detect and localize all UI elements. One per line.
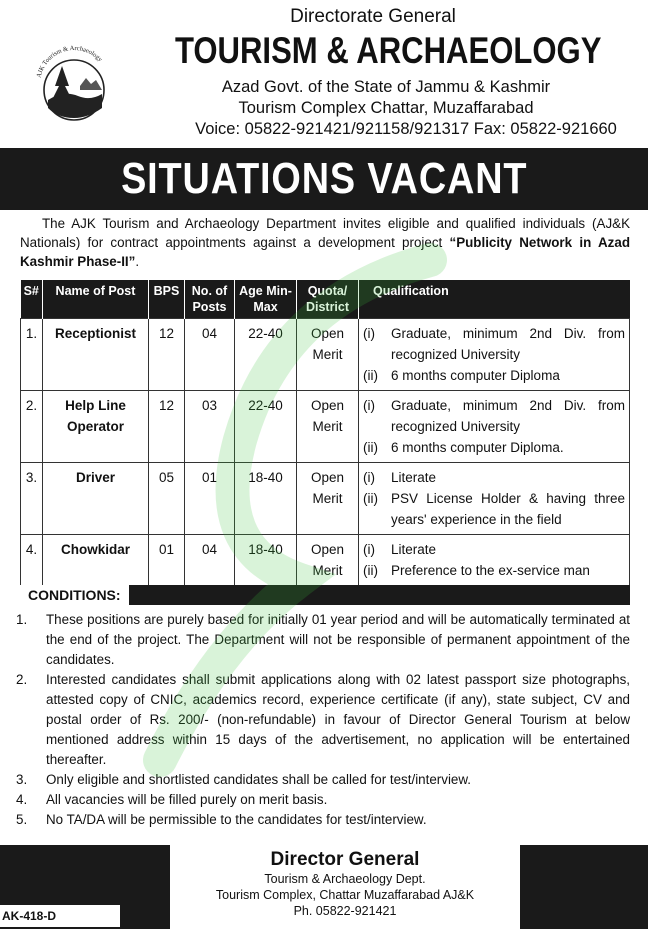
banner-text: SITUATIONS VACANT <box>120 154 528 203</box>
cell-qualification <box>359 391 630 463</box>
qualification-text: Graduate, minimum 2nd Div. from recognized University <box>391 398 625 434</box>
condition-text: No TA/DA will be permissible to the candidates for test/interview. <box>46 812 427 827</box>
condition-number: 4. <box>16 792 28 807</box>
signatory-phone: Ph. 05822-921421 <box>293 904 397 918</box>
table-row <box>21 319 630 391</box>
header-bps: BPS <box>149 280 185 319</box>
signatory-title: Director General <box>270 849 420 870</box>
intro-paragraph <box>20 214 630 271</box>
signature-block <box>170 845 520 929</box>
cell-quota: Open Merit <box>297 535 359 586</box>
cell-post: Receptionist <box>43 319 149 391</box>
qualification-number: (i) <box>363 542 375 557</box>
qualification-number: (ii) <box>363 440 378 455</box>
intro-end: . <box>135 254 140 269</box>
vacancies-table <box>20 280 630 586</box>
qualification-item <box>363 560 625 581</box>
cell-bps: 12 <box>149 391 185 463</box>
address-line: Tourism Complex Chattar, Muzaffarabad <box>238 99 534 117</box>
cell-no-of-posts: 04 <box>185 319 235 391</box>
government-line: Azad Govt. of the State of Jammu & Kashmir <box>221 78 551 96</box>
header-qualification: Qualification <box>359 280 630 319</box>
qualification-number: (ii) <box>363 491 378 506</box>
cell-sn: 1. <box>21 319 43 391</box>
condition-text: These positions are purely based for initially 01 year period and will be automatically terminated at the end of the project. The Department will not be responsible of permanent appointment of the candidates. <box>46 612 630 667</box>
header-post: Name of Post <box>43 280 149 319</box>
cell-quota: Open Merit <box>297 391 359 463</box>
header-quota: Quota/ District <box>297 280 359 319</box>
cell-bps: 05 <box>149 463 185 535</box>
qualification-text: Literate <box>391 470 437 485</box>
cell-age: 22-40 <box>235 319 297 391</box>
cell-post: Driver <box>43 463 149 535</box>
table-row <box>21 535 630 586</box>
cell-sn: 3. <box>21 463 43 535</box>
cell-no-of-posts: 04 <box>185 535 235 586</box>
project-name: “Publicity Network in Azad Kashmir Phase-II” <box>20 235 630 269</box>
qualification-text: Literate <box>391 542 437 557</box>
conditions-heading: CONDITIONS: <box>20 585 129 605</box>
cell-age: 18-40 <box>235 463 297 535</box>
condition-item <box>16 790 630 810</box>
qualification-item <box>363 488 625 530</box>
signatory-address: Tourism Complex, Chattar Muzaffarabad AJ&K <box>215 888 475 902</box>
situations-vacant-banner <box>0 148 648 210</box>
cell-no-of-posts: 01 <box>185 463 235 535</box>
organization-name: TOURISM & ARCHAEOLOGY <box>174 30 602 71</box>
qualification-number: (ii) <box>363 368 378 383</box>
condition-number: 2. <box>16 672 28 687</box>
cell-no-of-posts: 03 <box>185 391 235 463</box>
cell-sn: 2. <box>21 391 43 463</box>
condition-number: 1. <box>16 612 28 627</box>
cell-qualification <box>359 319 630 391</box>
qualification-number: (ii) <box>363 563 378 578</box>
condition-item <box>16 670 630 770</box>
condition-text: Interested candidates shall submit applications along with 02 latest passport size photographs, attested copy of CNIC, academics record, experience certificate (if any), state subject, CV and postal order of Rs. 200/- (non-refundable) in favour of Director General Tourism at below mentioned address within 15 days of the advertisement, no application will be entertained thereafter. <box>46 672 630 767</box>
qualification-item <box>363 365 625 386</box>
qualification-number: (i) <box>363 470 375 485</box>
logo-arc-text: AJK Tourism & Archaeology <box>35 44 104 79</box>
qualification-item <box>363 437 625 458</box>
signatory-dept: Tourism & Archaeology Dept. <box>264 872 426 886</box>
cell-sn: 4. <box>21 535 43 586</box>
header-no-of-posts: No. of Posts <box>185 280 235 319</box>
cell-post: Help Line Operator <box>43 391 149 463</box>
qualification-item <box>363 539 625 560</box>
ad-header <box>0 0 648 150</box>
condition-text: Only eligible and shortlisted candidates shall be called for test/interview. <box>46 772 472 787</box>
table-row <box>21 391 630 463</box>
condition-number: 3. <box>16 772 28 787</box>
cell-bps: 12 <box>149 319 185 391</box>
qualification-item <box>363 395 625 437</box>
cell-quota: Open Merit <box>297 319 359 391</box>
contact-line: Voice: 05822-921421/921158/921317 Fax: 05822-921660 <box>195 120 617 138</box>
cell-bps: 01 <box>149 535 185 586</box>
qualification-text: Graduate, minimum 2nd Div. from recognized University <box>391 326 625 362</box>
conditions-heading-bar <box>20 585 630 605</box>
condition-item <box>16 810 630 830</box>
qualification-number: (i) <box>363 326 375 341</box>
qualification-text: PSV License Holder & having three years' experience in the field <box>391 491 625 527</box>
qualification-text: 6 months computer Diploma. <box>391 440 564 455</box>
cell-qualification <box>359 463 630 535</box>
condition-item <box>16 770 630 790</box>
table-row <box>21 463 630 535</box>
qualification-item <box>363 467 625 488</box>
intro-text: The AJK Tourism and Archaeology Department invites eligible and qualified individuals (AJ&K Nationals) for contract appointments against a development project <box>20 216 630 250</box>
table-header-row <box>21 280 630 319</box>
cell-age: 18-40 <box>235 535 297 586</box>
directorate-title: Directorate General <box>290 6 456 27</box>
condition-item <box>16 610 630 670</box>
header-age: Age Min-Max <box>235 280 297 319</box>
cell-post: Chowkidar <box>43 535 149 586</box>
cell-qualification <box>359 535 630 586</box>
qualification-item <box>363 323 625 365</box>
condition-number: 5. <box>16 812 28 827</box>
conditions-list <box>16 610 630 830</box>
qualification-number: (i) <box>363 398 375 413</box>
condition-text: All vacancies will be filled purely on merit basis. <box>46 792 328 807</box>
qualification-text: Preference to the ex-service man <box>391 563 590 578</box>
ad-reference: AK-418-D <box>0 905 120 927</box>
qualification-text: 6 months computer Diploma <box>391 368 560 383</box>
header-sn: S# <box>21 280 43 319</box>
cell-age: 22-40 <box>235 391 297 463</box>
cell-quota: Open Merit <box>297 463 359 535</box>
